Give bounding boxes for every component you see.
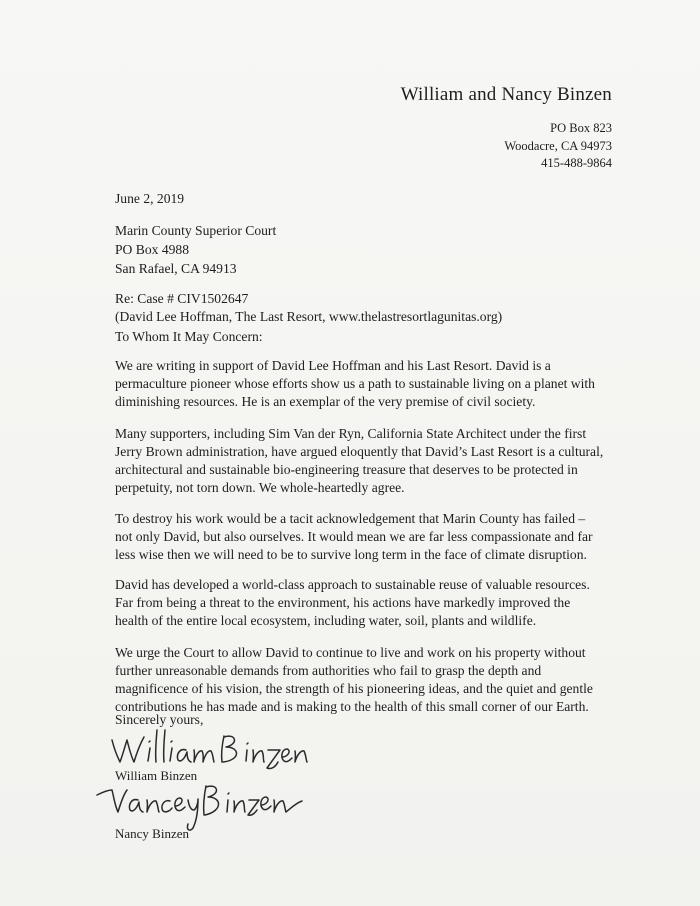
paragraph-line: Many supporters, including Sim Van der Ryn, California State Architect under the first <box>115 426 587 441</box>
closing: Sincerely yours, <box>115 712 204 727</box>
recipient-line: PO Box 4988 <box>115 242 190 257</box>
subject-line <box>115 290 615 326</box>
case-number: Re: Case # CIV1502647 <box>115 291 249 306</box>
address-line: PO Box 823 <box>550 121 612 135</box>
paragraph-line: Far from being a threat to the environment, his actions have markedly improved the <box>115 595 571 610</box>
printed-name-william: William Binzen <box>115 768 198 783</box>
paragraph-4 <box>115 576 615 630</box>
case-description: (David Lee Hoffman, The Last Resort, www.thelastresortlagunitas.org) <box>115 309 503 324</box>
paragraph-2 <box>115 425 615 497</box>
paragraph-line: permaculture pioneer whose efforts show us a path to sustainable living on a planet with <box>115 376 595 391</box>
paragraph-line: David has developed a world-class approach to sustainable reuse of valuable resources. <box>115 577 590 592</box>
paragraph-line: To destroy his work would be a tacit acknowledgement that Marin County has failed – <box>115 511 586 526</box>
william-binzen-signature <box>112 730 307 769</box>
recipient-address <box>115 221 615 278</box>
phone-number: 415-488-9864 <box>541 156 612 170</box>
paragraph-line: less wise then we will need to be to survive long term in the face of climate disruption. <box>115 547 587 562</box>
paragraph-line: health of the entire local ecosystem, including water, soil, plants and wildlife. <box>115 613 537 628</box>
paragraph-line: further unreasonable demands from authorities who fail to grasp the depth and <box>115 663 542 678</box>
paragraph-3 <box>115 510 615 564</box>
paragraph-line: architectural and sustainable bio-engineering treasure that deserves to be protected in <box>115 462 578 477</box>
paragraph-line: perpetuity, not torn down. We whole-heartedly agree. <box>115 480 405 495</box>
letter-date: June 2, 2019 <box>115 191 185 206</box>
paragraph-5 <box>115 644 615 716</box>
recipient-line: San Rafael, CA 94913 <box>115 261 237 276</box>
letterhead-name: William and Nancy Binzen <box>400 84 612 105</box>
paragraph-line: We urge the Court to allow David to continue to live and work on his property without <box>115 645 586 660</box>
paragraph-line: diminishing resources. He is an exemplar of the very premise of civil society. <box>115 394 536 409</box>
paragraph-line: We are writing in support of David Lee Hoffman and his Last Resort. David is a <box>115 358 551 373</box>
nancy-binzen-signature <box>97 786 302 830</box>
paragraph-line: contributions he has made and is making to the health of this small corner of our Earth. <box>115 699 589 714</box>
printed-name-nancy: Nancy Binzen <box>115 826 190 841</box>
paragraph-1 <box>115 357 615 411</box>
recipient-line: Marin County Superior Court <box>115 223 277 238</box>
paragraph-line: Jerry Brown administration, have argued eloquently that David’s Last Resort is a cultural, <box>115 444 604 459</box>
paragraph-line: not only David, but also ourselves. It would mean we are far less compassionate and far <box>115 529 593 544</box>
salutation: To Whom It May Concern: <box>115 329 263 344</box>
paragraph-line: magnificence of his vision, the strength of his pioneering ideas, and the quiet and gentle <box>115 681 593 696</box>
address-line: Woodacre, CA 94973 <box>504 138 612 153</box>
sender-address <box>504 120 612 173</box>
